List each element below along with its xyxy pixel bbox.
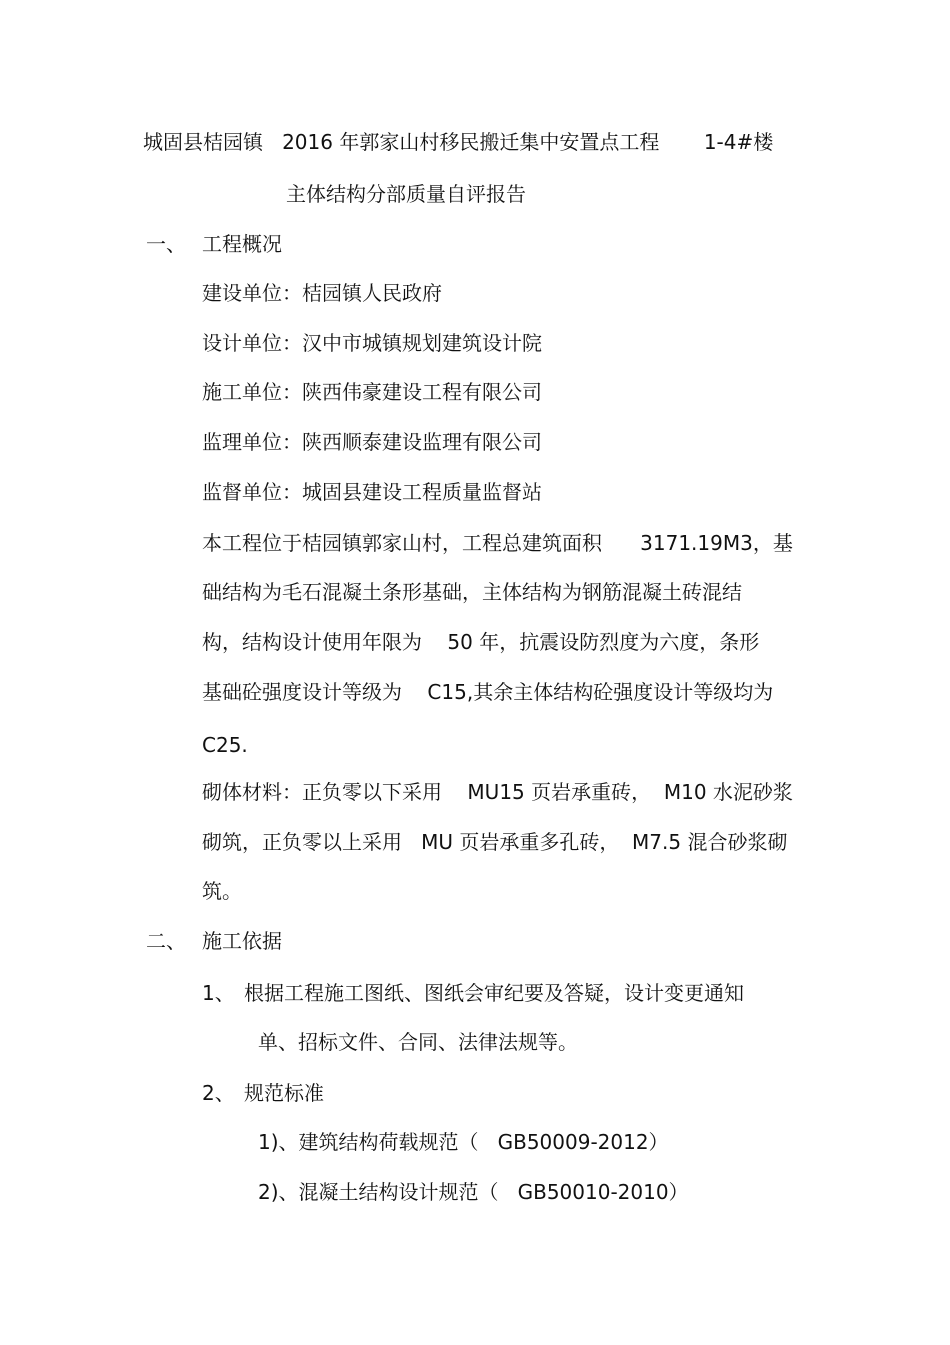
project-description-line: 础结构为毛石混凝土条形基础，主体结构为钢筋混凝土砖混结 bbox=[202, 580, 742, 604]
section-2-number: 二、 bbox=[146, 929, 186, 953]
masonry-material-line: 砌体材料：正负零以下采用 MU15 页岩承重砖， M10 水泥砂浆 bbox=[202, 780, 793, 804]
doc-title-line-1: 城固县桔园镇 2016 年郭家山村移民搬迁集中安置点工程 1-4#楼 bbox=[143, 130, 774, 154]
doc-title-line-2: 主体结构分部质量自评报告 bbox=[286, 182, 526, 206]
design-unit: 设计单位：汉中市城镇规划建筑设计院 bbox=[202, 331, 542, 355]
standard-item: 2)、混凝土结构设计规范（ GB50010-2010） bbox=[258, 1180, 689, 1204]
basis-item-1-number: 1、 bbox=[202, 981, 235, 1005]
project-description-line: 本工程位于桔园镇郭家山村，工程总建筑面积 3171.19M3，基 bbox=[202, 531, 793, 555]
standard-item: 1)、建筑结构荷载规范（ GB50009-2012） bbox=[258, 1130, 669, 1154]
masonry-material-line: 砌筑，正负零以上采用 MU 页岩承重多孔砖， M7.5 混合砂浆砌 bbox=[202, 830, 788, 854]
basis-item-2-label: 规范标准 bbox=[244, 1081, 324, 1105]
masonry-material-line: 筑。 bbox=[202, 879, 242, 903]
project-description-line: 基础砼强度设计等级为 C15,其余主体结构砼强度设计等级均为 bbox=[202, 680, 774, 704]
client-unit: 建设单位：桔园镇人民政府 bbox=[202, 281, 442, 305]
project-description-line: 构，结构设计使用年限为 50 年，抗震设防烈度为六度，条形 bbox=[202, 630, 760, 654]
section-1-heading: 工程概况 bbox=[202, 232, 282, 256]
basis-item-2-number: 2、 bbox=[202, 1081, 235, 1105]
section-1-number: 一、 bbox=[146, 232, 186, 256]
project-description-line: C25. bbox=[202, 733, 248, 757]
supervision-unit: 监理单位：陕西顺泰建设监理有限公司 bbox=[202, 430, 542, 454]
oversight-unit: 监督单位：城固县建设工程质量监督站 bbox=[202, 480, 542, 504]
basis-item-1-line-2: 单、招标文件、合同、法律法规等。 bbox=[258, 1030, 578, 1054]
section-2-heading: 施工依据 bbox=[202, 929, 282, 953]
basis-item-1-line-1: 根据工程施工图纸、图纸会审纪要及答疑，设计变更通知 bbox=[244, 981, 744, 1005]
construction-unit: 施工单位：陕西伟豪建设工程有限公司 bbox=[202, 380, 542, 404]
